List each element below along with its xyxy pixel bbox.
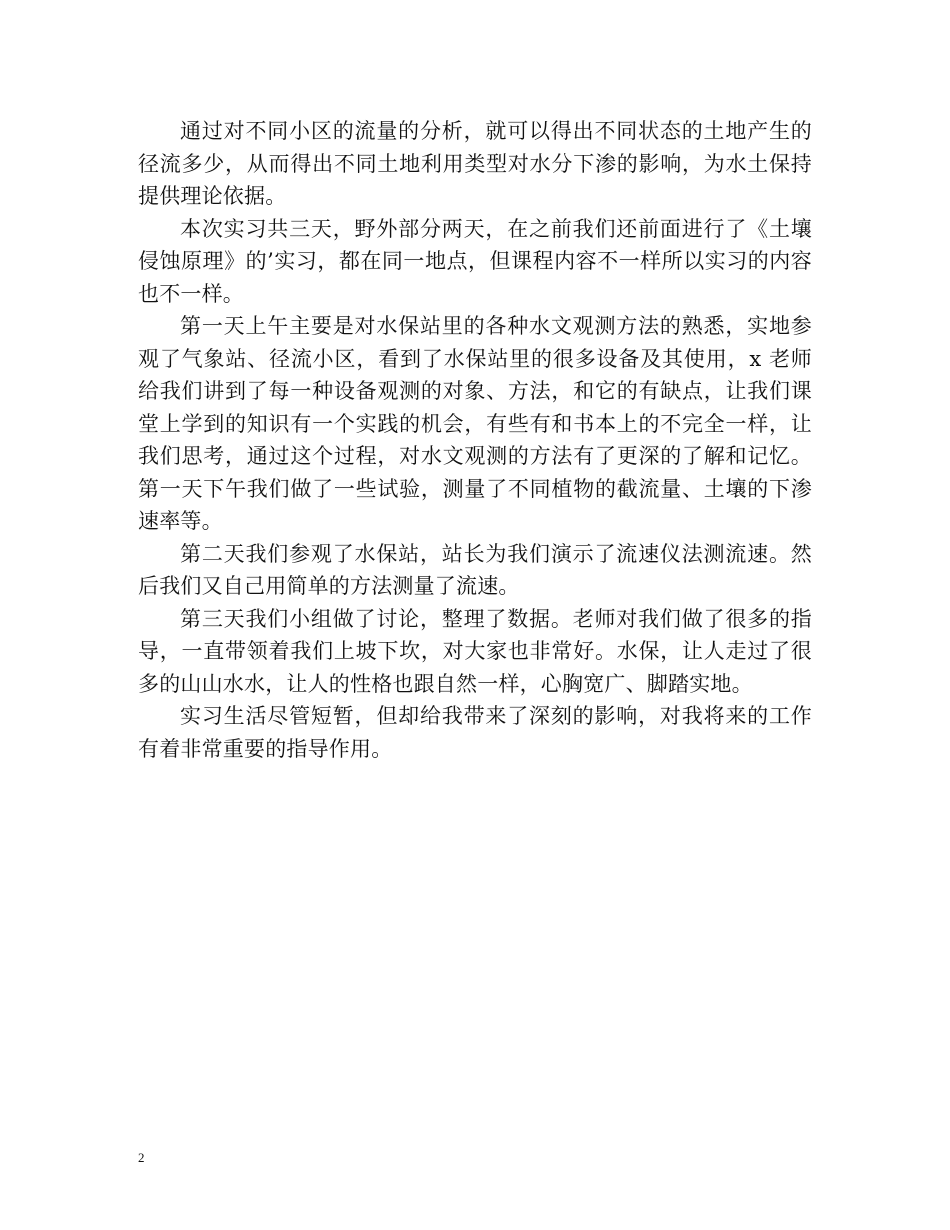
paragraph-day-three: 第三天我们小组做了讨论，整理了数据。老师对我们做了很多的指导，一直带领着我们上坡下坎，对大家也非常好。水保，让人走过了很多的山山水水，让人的性格也跟自然一样，心胸宽广、脚踏实地。 — [138, 606, 812, 696]
paragraph-internship-overview: 本次实习共三天，野外部分两天，在之前我们还前面进行了《土壤侵蚀原理》的’实习，都在同一地点，但课程内容不一样所以实习的内容也不一样。 — [138, 216, 812, 306]
paragraph-conclusion: 实习生活尽管短暂，但却给我带来了深刻的影响，对我将来的工作有着非常重要的指导作用。 — [138, 704, 812, 761]
paragraph-runoff-analysis: 通过对不同小区的流量的分析，就可以得出不同状态的土地产生的径流多少，从而得出不同土地利用类型对水分下渗的影响，为水土保持提供理论依据。 — [138, 119, 812, 208]
page-number: 2 — [138, 1150, 145, 1165]
paragraph-day-two: 第二天我们参观了水保站，站长为我们演示了流速仪法测流速。然后我们又自己用简单的方法测量了流速。 — [138, 541, 812, 598]
paragraph-day-one: 第一天上午主要是对水保站里的各种水文观测方法的熟悉，实地参观了气象站、径流小区，看到了水保站里的很多设备及其使用，x 老师给我们讲到了每一种设备观测的对象、方法，和它的有缺点，让我们课堂上学到的知识有一个实践的机会，有些有和书本上的不完全一样，让我们思考，通过这个过程，对水文观测的方法有了更深的了解和记忆。第一天下午我们做了一些试验，测量了不同植物的截流量、土壤的下渗速率等。 — [138, 314, 812, 533]
document-body — [138, 115, 812, 765]
